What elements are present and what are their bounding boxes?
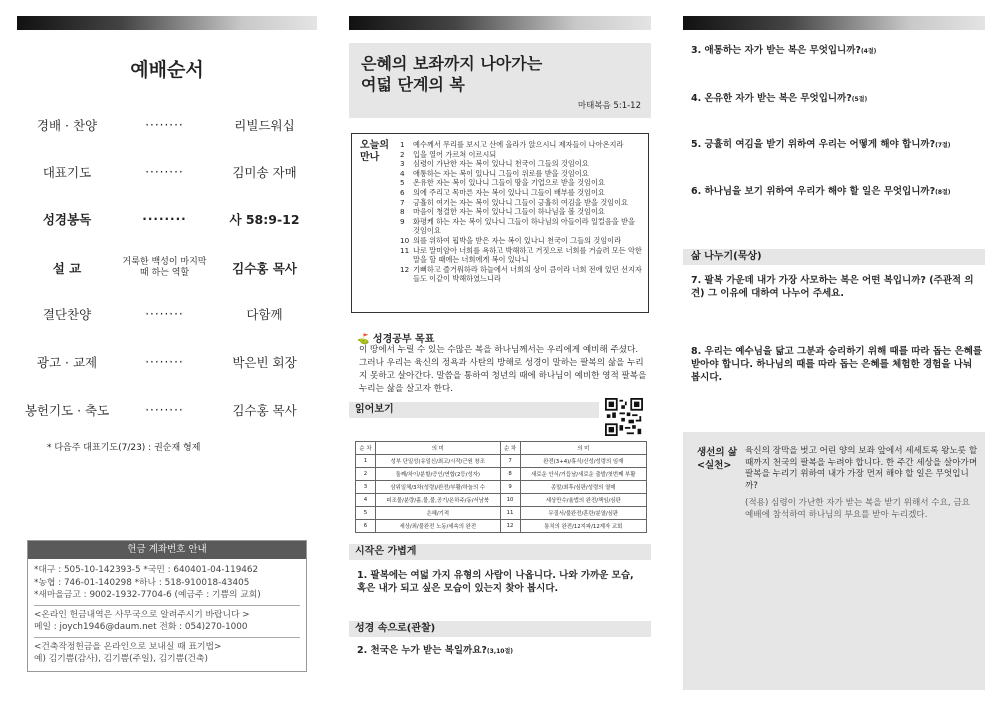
order-dots: ········ (145, 118, 184, 132)
share-heading: 삶 나누기(묵상) (683, 249, 985, 265)
order-dots: ········ (145, 165, 184, 179)
todays-manna-box (351, 133, 649, 313)
verse: 2 입을 열어 가르쳐 이르시되 (400, 149, 497, 159)
next-prayer-note: * 다음주 대표기도(7/23) : 권순재 형제 (47, 443, 201, 453)
table-row: 3 삼위일체/3차(성령)/완전/부활/하늘의 수 9 종말/최후/심판/성령의 열매 (356, 481, 647, 494)
header-bar (683, 16, 985, 30)
reading-heading: 읽어보기 (349, 402, 599, 418)
question-5: 5. 긍휼히 여김을 받기 위하여 우리는 어떻게 해야 합니까?(7절) (691, 139, 951, 150)
table-row: 6 세상/죄/불완전 노동/세속의 완전 12 통치의 완전/12지파/12제자 교회 (356, 520, 647, 533)
offering-title: 헌금 계좌번호 안내 (28, 541, 306, 559)
question-6: 6. 하나님을 보기 위하여 우리가 해야 할 일은 무엇입니까?(8절) (691, 186, 951, 197)
account-line: *새마을금고 : 9002-1932-7704-6 (예금주 : 기쁨의 교회) (34, 590, 261, 600)
question-8: 8. 우리는 예수님을 닮고 그분과 승리하기 위해 때를 따라 돕는 은혜를 받아야 합니다. 하나님의 때를 따라 돕는 은혜를 체험한 경험을 나눠 봅시다. (691, 346, 983, 383)
order-item-name: 성경봉독 (42, 212, 92, 227)
order-row (17, 248, 317, 288)
qr-code-icon (605, 398, 643, 436)
table-row: 2 둘째/차이/분할/증인/연합(2등/성자) 8 새로운 안식/거듭남/새로운 출발/첫번째 부활 (356, 468, 647, 481)
order-dots: ········ (142, 212, 187, 226)
verse: 11 나로 말미암아 너희를 욕하고 박해하고 거짓으로 너희를 거슬려 모든 악한 말을 할 때에는 너희에게 복이 있나니 (400, 245, 642, 265)
scripture-reference: 마태복음 5:1-12 (577, 101, 641, 111)
building-offering-example: 예) 김기쁨(감사), 김기쁨(주일), 김기쁨(건축) (34, 654, 208, 664)
practice-text: 육신의 장막을 벗고 어린 양의 보좌 앞에서 세세토록 왕노릇 할 때까지 천국의 팔복을 누려야 합니다. 한 주간 세상을 살아가며 팔복을 누리기 위하여 내가 가장 먼저 해야 할 일은 무엇입니까? (적용) 심령이 가난한 자가 받는 복을 받기 위해서 수요, 금요 예배에 참석하여 하나님의 부요를 받아 누리겠다. (745, 446, 978, 520)
order-item-name: 설 교 (52, 261, 82, 276)
order-row (17, 199, 317, 239)
order-item-leader: 박은빈 회장 (232, 355, 297, 370)
verse: 8 마음이 청결한 자는 복이 있나니 그들이 하나님을 볼 것임이요 (400, 207, 605, 217)
order-item-leader: 리빌드워십 (234, 118, 295, 133)
study-goal-text: 이 땅에서 누릴 수 있는 수많은 복을 하나님께서는 우리에게 예비해 주셨다. 그러나 우리는 육신의 정욕과 사탄의 방해로 성경이 말하는 팔복의 삶을 누리지 못하고 살아간다. 말씀을 통하여 청년의 때에 하나님이 예비한 영적 팔복을 누리는 삶을 살고자 한다. (359, 345, 647, 394)
verse: 7 긍휼히 여기는 자는 복이 있나니 그들이 긍휼히 여김을 받을 것임이요 (400, 197, 628, 207)
order-item-leader: 다함께 (246, 307, 283, 322)
building-offering-title: <건축작정헌금을 온라인으로 보내실 때 표기법> (34, 641, 222, 652)
order-item-leader: 사 58:9-12 (229, 212, 300, 227)
online-offering-title: <온라인 헌금내역은 사무국으로 알려주시기 바랍니다 > (34, 609, 250, 620)
worship-order-title: 예배순서 (130, 59, 204, 81)
verse: 3 심령이 가난한 자는 복이 있나니 천국이 그들의 것임이요 (400, 159, 589, 169)
online-offering-contact: 메일 : joych1946@daum.net 전화 : 054)270-1000 (34, 622, 248, 632)
order-row (17, 152, 317, 192)
verse: 6 의에 주리고 목마른 자는 복이 있나니 그들이 배부를 것임이요 (400, 187, 605, 197)
questions-panel (683, 0, 985, 707)
order-row (17, 105, 317, 145)
practice-label: 생선의 삶 <실천> (697, 447, 738, 471)
order-item-name: 봉헌기도 · 축도 (24, 403, 110, 418)
question-1: 1. 팔복에는 여덟 가지 유형의 사람이 나옵니다. 나와 가까운 모습, 혹은 내가 되고 싶은 모습이 있는지 찾아 봅시다. (357, 570, 634, 594)
verse: 4 애통하는 자는 복이 있나니 그들이 위로를 받을 것임이요 (400, 168, 589, 178)
sermon-title-short: 거룩한 백성이 마지막 때 하는 역할 (122, 257, 207, 278)
order-item-name: 대표기도 (42, 165, 92, 180)
verse: 5 온유한 자는 복이 있나니 그들이 땅을 기업으로 받을 것임이요 (400, 178, 605, 188)
table-header: 의 미 (376, 442, 501, 455)
observation-heading: 성경 속으로(관찰) (349, 621, 651, 637)
table-header: 순 차 (500, 442, 520, 455)
verse: 1 예수께서 무리를 보시고 산에 올라가 앉으시니 제자들이 나아온지라 (400, 140, 624, 149)
order-dots: ········ (145, 403, 184, 417)
order-item-name: 광고 · 교제 (36, 355, 98, 370)
table-row: 4 피조물/분량/흙,물,불,공기/온하주/동/서남북 10 세상만수/율법의 완전/책임/심판 (356, 494, 647, 507)
verse: 9 화평케 하는 자는 복이 있나니 그들이 하나님의 아들이라 일컬음을 받을 것임이요 (400, 216, 635, 236)
order-item-leader: 김수홍 목사 (232, 261, 297, 276)
order-item-leader: 김미송 자매 (232, 165, 297, 180)
order-item-name: 경배 · 찬양 (36, 118, 98, 133)
order-dots: ········ (145, 307, 184, 321)
account-line: *대구 : 505-10-142393-5 *국민 : 640401-04-119462 (34, 565, 259, 575)
question-4: 4. 온유한 자가 받는 복은 무엇입니까?(5절) (691, 93, 868, 104)
practice-application: (적용) 심령이 가난한 자가 받는 복을 받기 위해서 수요, 금요 예배에 참석하여 하나님의 부요를 받아 누리겠다. (745, 498, 970, 520)
table-header: 의 미 (520, 442, 646, 455)
question-7: 7. 팔복 가운데 내가 가장 사모하는 복은 어떤 복입니까? (주관적 의견) 그 이유에 대하여 나누어 주세요. (691, 275, 974, 299)
order-row (17, 390, 317, 430)
account-line: *농협 : 746-01-140298 *하나 : 518-910018-43405 (34, 577, 250, 588)
verse: 10 의를 위하여 핍박을 받은 자는 복이 있나니 천국이 그들의 것임이라 (400, 235, 622, 245)
sermon-title-box (349, 43, 651, 118)
practice-box (683, 432, 985, 690)
header-bar (349, 16, 651, 30)
question-3: 3. 애통하는 자가 받는 복은 무엇입니까?(4절) (691, 45, 877, 56)
order-row (17, 342, 317, 382)
order-item-name: 결단찬양 (42, 307, 92, 322)
table-row: 5 은혜/기적 11 무질서/불완전/혼란/분열/심판 (356, 507, 647, 520)
table-header: 순 차 (356, 442, 376, 455)
number-meaning-table (355, 441, 647, 533)
table-row: 1 성부 단일성(유일신/최고/시작/근원 창조 7 완전(3+4)/휴식/신성/성령의 임재 (356, 455, 647, 468)
verse-list (400, 140, 644, 284)
sermon-title: 은혜의 보좌까지 나아가는 여덟 단계의 복 (361, 54, 543, 94)
question-2: 2. 천국은 누가 받는 복일까요?(3,10절) (357, 645, 514, 656)
offering-account-box (27, 540, 307, 672)
study-goal-heading: ⛳ 성경공부 목표 (357, 334, 435, 345)
header-bar (17, 16, 317, 30)
bible-study-panel (349, 0, 651, 707)
worship-order-panel (17, 0, 317, 707)
start-heading: 시작은 가볍게 (349, 544, 651, 560)
manna-label: 오늘의 만나 (360, 140, 389, 163)
order-row (17, 294, 317, 334)
order-item-leader: 김수홍 목사 (232, 403, 297, 418)
verse: 12 기뻐하고 즐거워하라 하늘에서 너희의 상이 큼이라 너희 전에 있던 선지자들도 이같이 박해하였느니라 (400, 264, 642, 284)
order-dots: ········ (145, 355, 184, 369)
